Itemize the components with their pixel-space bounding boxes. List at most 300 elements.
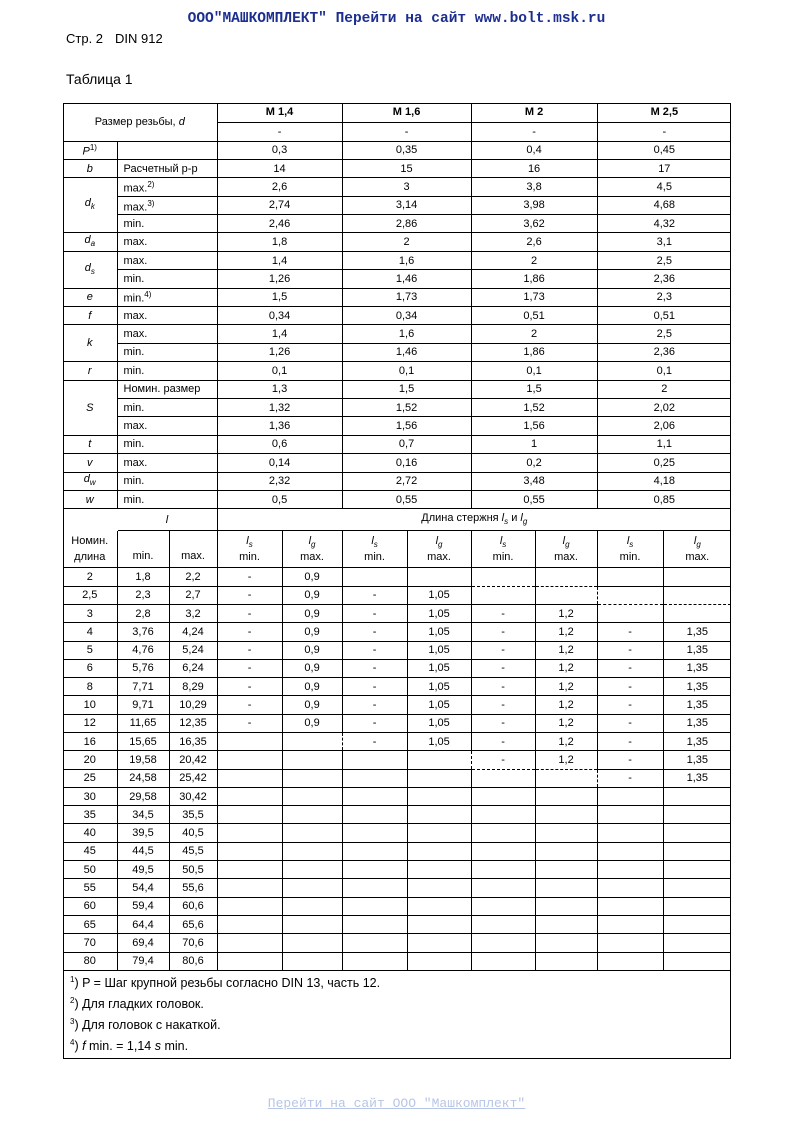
lg-symbol: l: [520, 511, 523, 524]
shank-value: [535, 934, 597, 952]
footnote-mark: 2: [70, 996, 75, 1006]
length-min: 9,71: [117, 696, 169, 714]
length-min: 4,76: [117, 641, 169, 659]
ls-subscript: s: [504, 516, 509, 526]
lg-max-header: [407, 531, 471, 568]
dimension-value: 1,46: [342, 343, 471, 361]
length-max: 35,5: [169, 806, 217, 824]
shank-value: [663, 915, 731, 933]
dimension-value: 14: [217, 159, 342, 177]
shank-value: 1,05: [407, 714, 471, 732]
shank-value: [471, 952, 535, 970]
ls-min-header: [597, 531, 663, 568]
dimension-label: min.: [123, 475, 145, 488]
shank-value: -: [597, 714, 663, 732]
dimension-label-cell: [117, 178, 217, 196]
footnote-text: P = Шаг крупной резьбы согласно DIN 13, часть 12.: [82, 976, 381, 991]
shank-value: [217, 879, 282, 897]
dimension-label: max.: [123, 420, 148, 433]
length-min: 49,5: [117, 861, 169, 879]
ls-min-header: [471, 531, 535, 568]
dimension-value: 3,48: [471, 472, 597, 490]
shank-value: 1,2: [535, 623, 597, 641]
dimension-value: 4,18: [597, 472, 731, 490]
shank-value: -: [471, 732, 535, 750]
shank-value: -: [597, 678, 663, 696]
footnote-mark: 1: [70, 975, 75, 984]
shank-value: [342, 861, 407, 879]
shank-value: 1,35: [663, 659, 731, 677]
table-row: [63, 787, 731, 805]
table-title: Таблица 1: [66, 71, 133, 87]
shank-value: [282, 824, 342, 842]
dimension-label-cell: [117, 343, 217, 361]
ls-min-header: [217, 531, 282, 568]
ls-symbol: l: [501, 511, 505, 524]
dimension-value: 1,56: [471, 417, 597, 435]
length-min: 11,65: [117, 714, 169, 732]
shank-value: [217, 806, 282, 824]
footnote-mark: 4: [70, 1038, 75, 1048]
shank-value: [407, 934, 471, 952]
shank-value: -: [471, 659, 535, 677]
shank-value: [342, 952, 407, 970]
shank-value: [217, 861, 282, 879]
shank-value: -: [217, 641, 282, 659]
dimension-value: 15: [342, 159, 471, 177]
shank-value: [282, 861, 342, 879]
dimension-value: 2,6: [217, 178, 342, 196]
max-header: [169, 531, 217, 568]
shank-value: 1,2: [535, 714, 597, 732]
nominal-length: 6: [63, 659, 117, 677]
shank-value: [407, 952, 471, 970]
length-min: 5,76: [117, 659, 169, 677]
length-min: 24,58: [117, 769, 169, 787]
dimension-label-cell: [117, 233, 217, 251]
dimension-value: 0,55: [471, 490, 597, 508]
table-row: [63, 714, 731, 732]
shank-value: [663, 787, 731, 805]
dimension-value: 2,46: [217, 215, 342, 233]
shank-value: 0,9: [282, 641, 342, 659]
dimension-label: max.: [123, 309, 148, 322]
shank-value: [282, 934, 342, 952]
length-min: 3,76: [117, 623, 169, 641]
nominal-label: Номин. длина: [71, 535, 109, 564]
table-row: [63, 659, 731, 677]
length-max: 16,35: [169, 732, 217, 750]
shank-value: 0,9: [282, 678, 342, 696]
shank-value: [217, 952, 282, 970]
table-row: [63, 435, 731, 453]
dimension-value: 1,56: [342, 417, 471, 435]
dimension-value: 2,02: [597, 398, 731, 416]
shank-value: [407, 861, 471, 879]
shank-value: [471, 769, 535, 787]
shank-value: -: [471, 604, 535, 622]
nominal-length: 45: [63, 842, 117, 860]
footnote-symbol: s: [154, 1039, 161, 1054]
dimension-label-cell: [117, 307, 217, 325]
table-row: [63, 769, 731, 787]
dimension-label: min.: [123, 438, 145, 451]
dimension-value: 2,3: [597, 288, 731, 306]
length-max: 10,29: [169, 696, 217, 714]
shank-value: -: [217, 604, 282, 622]
nominal-length: 40: [63, 824, 117, 842]
shank-value: [597, 586, 663, 604]
shank-value: [663, 604, 731, 622]
shank-value: -: [342, 659, 407, 677]
shank-value: [282, 952, 342, 970]
dimension-value: 2,06: [597, 417, 731, 435]
shank-value: 1,05: [407, 696, 471, 714]
shank-value: [597, 604, 663, 622]
ls-symbol: l: [371, 534, 374, 547]
shank-value: -: [597, 659, 663, 677]
dimension-label-cell: [117, 215, 217, 233]
shank-value: [663, 568, 731, 586]
table-row: [63, 696, 731, 714]
dash-cell: -: [217, 122, 342, 141]
shank-value: [535, 568, 597, 586]
shank-value: [342, 787, 407, 805]
shank-value: [597, 787, 663, 805]
dimension-value: 1,36: [217, 417, 342, 435]
shank-value: 1,2: [535, 751, 597, 769]
dimension-label-cell: [117, 288, 217, 306]
dimension-value: 0,45: [597, 141, 731, 159]
dimension-value: 1,26: [217, 270, 342, 288]
shank-value: -: [217, 714, 282, 732]
shank-value: [282, 751, 342, 769]
min-label: min.: [132, 549, 154, 562]
dimension-symbol-cell: [63, 472, 117, 490]
dimension-value: 1,86: [471, 270, 597, 288]
shank-value: [471, 842, 535, 860]
shank-value: [342, 934, 407, 952]
max-label: max.: [685, 550, 710, 563]
footnote-ref: 3): [147, 198, 155, 208]
dimension-label: max.: [123, 236, 148, 249]
length-min: 54,4: [117, 879, 169, 897]
shank-value: [342, 751, 407, 769]
shank-value: [282, 879, 342, 897]
dimension-symbol-cell: [63, 141, 117, 159]
length-max: 70,6: [169, 934, 217, 952]
footnote-mark: 3: [70, 1017, 75, 1027]
page-info: [66, 31, 163, 46]
max-label: max.: [300, 550, 324, 563]
shank-value: [535, 879, 597, 897]
shank-value: -: [342, 604, 407, 622]
dimension-label-cell: [117, 472, 217, 490]
dimension-value: 1,46: [342, 270, 471, 288]
dimension-value: 0,25: [597, 454, 731, 472]
table-row: [63, 343, 731, 361]
dimension-symbol: S: [86, 401, 94, 414]
nominal-length: 4: [63, 623, 117, 641]
shank-value: [407, 806, 471, 824]
shank-value: [217, 842, 282, 860]
dimension-value: 4,5: [597, 178, 731, 196]
shank-value: -: [342, 696, 407, 714]
shank-value: 1,05: [407, 586, 471, 604]
size-header: [63, 103, 217, 141]
shank-value: -: [342, 641, 407, 659]
dimension-symbol: r: [87, 364, 92, 377]
ls-symbol: l: [499, 534, 503, 547]
dimension-label-cell: [117, 251, 217, 269]
length-max: 30,42: [169, 787, 217, 805]
dimension-subscript: a: [90, 239, 96, 249]
length-min: 79,4: [117, 952, 169, 970]
dimension-value: 2,6: [471, 233, 597, 251]
dimension-value: 1,26: [217, 343, 342, 361]
footer-link[interactable]: Перейти на сайт ООО "Машкомплект": [267, 1096, 526, 1111]
table-row: [63, 952, 731, 970]
length-max: 2,7: [169, 586, 217, 604]
table-row: [63, 454, 731, 472]
dimension-value: 0,1: [217, 362, 342, 380]
dimension-label: Номин. размер: [123, 383, 201, 396]
length-max: 80,6: [169, 952, 217, 970]
shank-value: [217, 787, 282, 805]
dimension-value: 1,52: [471, 398, 597, 416]
shank-value: [217, 934, 282, 952]
page-number: Стр. 2: [66, 31, 104, 46]
dimension-value: 1,86: [471, 343, 597, 361]
nominal-length: 55: [63, 879, 117, 897]
dimension-value: 2,36: [597, 270, 731, 288]
shank-value: -: [597, 641, 663, 659]
dimension-value: 0,6: [217, 435, 342, 453]
dimension-label-cell: [117, 435, 217, 453]
length-max: 60,6: [169, 897, 217, 915]
shank-value: [342, 842, 407, 860]
nominal-length: 2,5: [63, 586, 117, 604]
shank-value: -: [597, 696, 663, 714]
shank-value: [597, 934, 663, 952]
lg-max-header: [535, 531, 597, 568]
shank-value: [535, 769, 597, 787]
shank-value: [407, 568, 471, 586]
shank-value: [471, 934, 535, 952]
and-text: и: [511, 511, 518, 524]
table-row: [63, 861, 731, 879]
nominal-length: 50: [63, 861, 117, 879]
nominal-length: 35: [63, 806, 117, 824]
length-max: 3,2: [169, 604, 217, 622]
shank-value: -: [217, 696, 282, 714]
dimension-symbol-cell: [63, 233, 117, 251]
shank-value: [217, 769, 282, 787]
length-max: 55,6: [169, 879, 217, 897]
standard-name: DIN 912: [115, 31, 163, 46]
dimension-value: 0,34: [217, 307, 342, 325]
dimension-label-cell: [117, 417, 217, 435]
shank-value: [663, 934, 731, 952]
dimension-symbol-cell: [63, 159, 117, 177]
min-label: min.: [364, 550, 385, 563]
shank-value: [597, 952, 663, 970]
dimension-value: 1,73: [471, 288, 597, 306]
shank-value: 0,9: [282, 623, 342, 641]
dimension-symbol-cell: [63, 362, 117, 380]
dimension-value: 0,34: [342, 307, 471, 325]
dimension-label: max.: [123, 201, 148, 214]
dimension-label-cell: [117, 362, 217, 380]
dimension-symbol-cell: [63, 325, 117, 362]
table-row: [63, 270, 731, 288]
dimension-value: 4,32: [597, 215, 731, 233]
shank-value: -: [342, 678, 407, 696]
shank-value: [282, 769, 342, 787]
dimension-value: 2,74: [217, 196, 342, 214]
shank-value: [597, 897, 663, 915]
dimension-value: 3,98: [471, 196, 597, 214]
dimension-value: 1,5: [342, 380, 471, 398]
shank-value: 1,2: [535, 696, 597, 714]
table-row: [63, 879, 731, 897]
dimension-value: 0,16: [342, 454, 471, 472]
col-subscript: s: [373, 539, 378, 549]
dimension-value: 0,55: [342, 490, 471, 508]
shank-value: [407, 769, 471, 787]
shank-value: [342, 769, 407, 787]
dimension-symbol-cell: [63, 288, 117, 306]
shank-value: -: [471, 714, 535, 732]
dimension-symbol: e: [86, 291, 93, 304]
shank-value: 1,05: [407, 732, 471, 750]
table-row: [63, 159, 731, 177]
dimension-value: 0,3: [217, 141, 342, 159]
table-row: [63, 915, 731, 933]
dimension-symbol: d: [84, 197, 91, 210]
dimension-label-cell: [117, 159, 217, 177]
table-row: [63, 568, 731, 586]
site-header-link[interactable]: ООО"МАШКОМПЛЕКТ" Перейти на сайт www.bolt.msk.ru: [187, 11, 606, 27]
nominal-length: 2: [63, 568, 117, 586]
dimension-value: 2,5: [597, 251, 731, 269]
shank-value: -: [217, 568, 282, 586]
shank-value: 1,35: [663, 678, 731, 696]
shank-value: -: [342, 623, 407, 641]
dimension-symbol-cell: [63, 454, 117, 472]
dimension-label: max.: [123, 254, 148, 267]
dimension-value: 16: [471, 159, 597, 177]
dimension-value: 3,14: [342, 196, 471, 214]
nominal-length: 25: [63, 769, 117, 787]
shank-value: 1,35: [663, 714, 731, 732]
shank-value: -: [342, 714, 407, 732]
dimension-label: min.: [123, 364, 145, 377]
shank-value: [282, 732, 342, 750]
shank-value: -: [471, 678, 535, 696]
shank-value: [342, 915, 407, 933]
shank-value: [342, 897, 407, 915]
dimension-symbol: d: [83, 473, 90, 486]
table-row: [63, 732, 731, 750]
table-row: [63, 103, 731, 122]
table-row: [63, 325, 731, 343]
dimension-value: 2: [597, 380, 731, 398]
shank-value: [217, 824, 282, 842]
table-row: [63, 233, 731, 251]
table-row: [63, 490, 731, 508]
footnote-prefix: ): [74, 1018, 83, 1033]
size-column-header: M 2,5: [597, 103, 731, 122]
dimension-value: 0,14: [217, 454, 342, 472]
table-row: [63, 623, 731, 641]
shank-value: 1,35: [663, 641, 731, 659]
dimension-value: 0,4: [471, 141, 597, 159]
footnote-ref: 1): [89, 143, 97, 153]
dimension-symbol: f: [88, 309, 92, 322]
min-label: min.: [619, 550, 641, 563]
length-max: 20,42: [169, 751, 217, 769]
dimension-label-cell: [117, 270, 217, 288]
ls-symbol: l: [626, 534, 630, 547]
shank-value: -: [217, 586, 282, 604]
dimension-label: Расчетный р-р: [123, 162, 198, 175]
table-row: [63, 380, 731, 398]
size-column-header: M 1,4: [217, 103, 342, 122]
shank-value: [217, 897, 282, 915]
dimension-value: 0,7: [342, 435, 471, 453]
shank-value: -: [217, 659, 282, 677]
shank-value: [407, 751, 471, 769]
dimension-value: 1,73: [342, 288, 471, 306]
dimension-value: 0,35: [342, 141, 471, 159]
ls-symbol: l: [246, 534, 249, 547]
table-row: [63, 641, 731, 659]
shank-value: [407, 879, 471, 897]
lg-max-header: [663, 531, 731, 568]
shank-value: -: [471, 623, 535, 641]
footnote-prefix: ): [74, 1039, 83, 1054]
nominal-length: 8: [63, 678, 117, 696]
shank-value: [535, 824, 597, 842]
shank-value: [342, 568, 407, 586]
ls-min-header: [342, 531, 407, 568]
dimension-value: 0,5: [217, 490, 342, 508]
lg-symbol: l: [308, 534, 312, 547]
dimension-symbol-cell: [63, 435, 117, 453]
shank-value: [407, 824, 471, 842]
min-label: min.: [239, 550, 260, 563]
footnote-prefix: ): [74, 997, 83, 1012]
dash-cell: -: [342, 122, 471, 141]
dimension-symbol-cell: [63, 251, 117, 288]
footnote-text: min. = 1,14: [85, 1039, 155, 1054]
shank-value: 1,05: [407, 604, 471, 622]
dimension-label: min.: [123, 346, 145, 359]
dimension-value: 0,51: [471, 307, 597, 325]
shank-value: 1,2: [535, 678, 597, 696]
dimension-value: 3,1: [597, 233, 731, 251]
shank-value: [282, 806, 342, 824]
shank-value: [535, 952, 597, 970]
table-row: [63, 362, 731, 380]
dimension-value: 1,4: [217, 251, 342, 269]
nominal-length: 16: [63, 732, 117, 750]
shank-value: 1,35: [663, 732, 731, 750]
table-row: [63, 472, 731, 490]
shank-value: -: [342, 586, 407, 604]
dimension-value: 0,1: [597, 362, 731, 380]
